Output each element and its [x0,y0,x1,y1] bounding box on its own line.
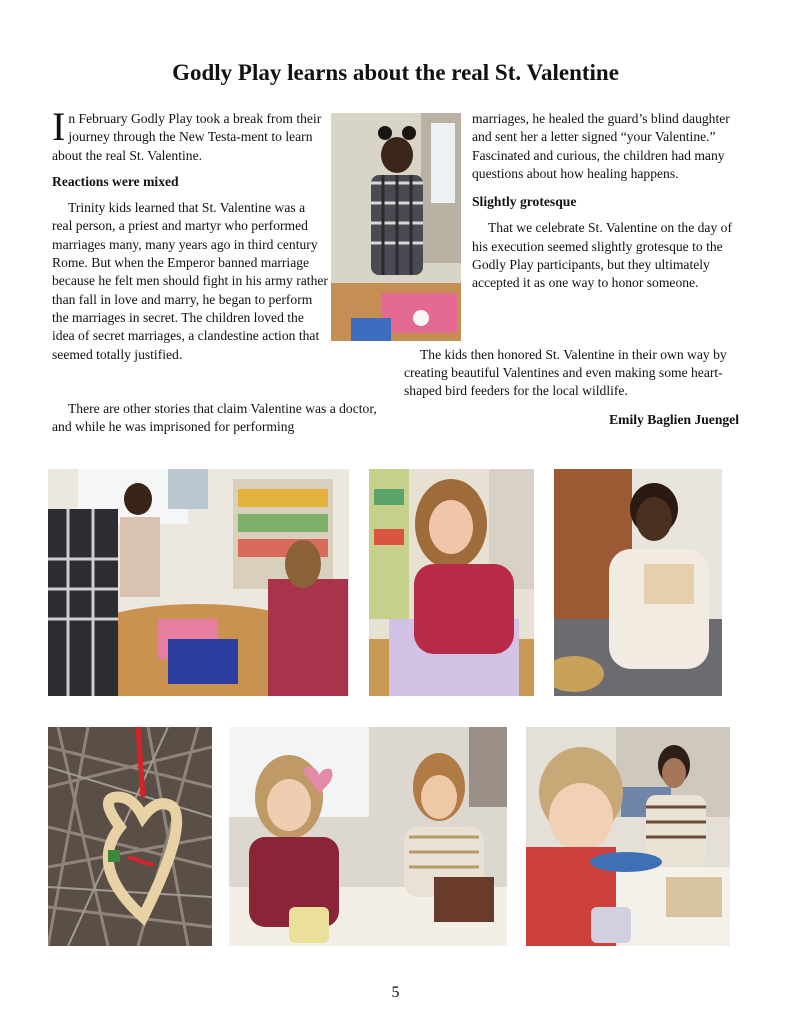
paragraph-guard-daughter: marriages, he healed the guard’s blind daughter and sent her a letter signed “your Valentine.” Fascinated and curious, the children had many questions about how healing happens. [472,111,730,181]
photo-heart-bird-feeder [48,727,212,946]
photo-girl-at-table [331,113,461,341]
author-byline: Emily Baglien Juengel [609,412,739,427]
photo-girls-making-valentines [229,727,507,946]
drop-cap: I [52,104,66,149]
photo-classroom-crafts [48,469,349,696]
paragraph-other-stories: There are other stories that claim Valentine was a doctor, and while he was imprisoned for performing [52,400,377,434]
article-title: Godly Play learns about the real St. Valentine [172,60,619,85]
intro-text: n February Godly Play took a break from their journey through the New Testa-ment to learn about the real St. Valentine. [52,111,322,163]
section-heading-grotesque: Slightly grotesque [472,194,577,210]
text-column-left [52,104,328,364]
photo-kids-at-craft-table [526,727,730,946]
paragraph-honored: The kids then honored St. Valentine in their own way by creating beautiful Valentines and even making some heart-shaped bird feeders for the local wildlife. [404,346,727,399]
intro-paragraph [52,104,328,165]
page-number: 5 [391,984,400,1001]
text-column-right [472,110,740,293]
photo-girl-smiling [554,469,722,696]
photo-girl-drawing [369,469,534,696]
section-heading-reactions: Reactions were mixed [52,173,179,189]
paragraph-execution: That we celebrate St. Valentine on the day of his execution seemed slightly grotesque to the Godly Play participants, but they ultimately accepted it as one way to honor someone. [472,220,732,291]
paragraph-trinity-kids: Trinity kids learned that St. Valentine was a real person, a priest and martyr who performed marriages many, many years ago in third century Rome. But when the Emperor banned marriage because he felt men should fight in his army rather than fall in love and marry, he began to perform the marriages in secret. The children loved the idea of secret marriages, a clandestine action that seemed totally justified. [52,200,328,362]
